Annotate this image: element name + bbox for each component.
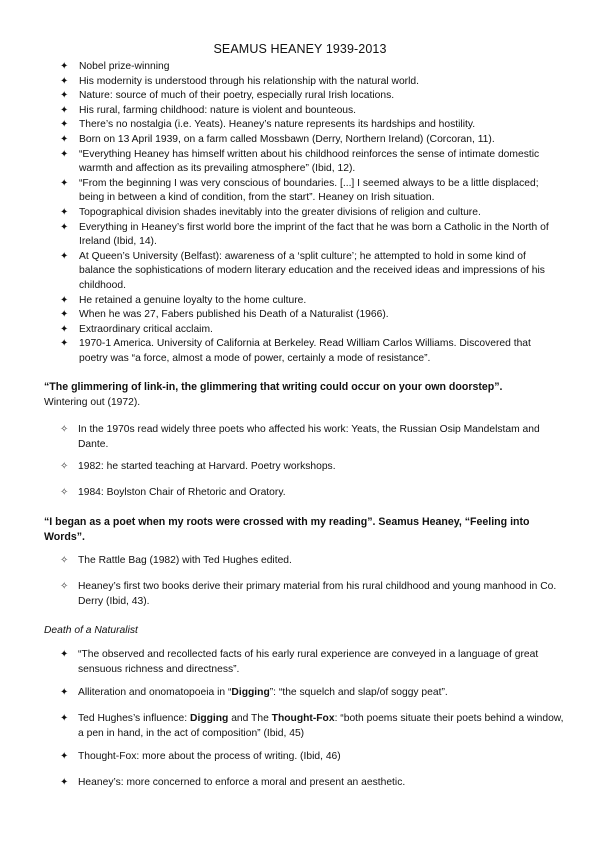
star-bullet-icon: ✦ xyxy=(60,75,69,87)
section-heading-death-of-a-naturalist: Death of a Naturalist xyxy=(44,625,138,636)
list-item: ✦ There’s no nostalgia (i.e. Yeats). Heaney’s nature represents its hardships and hostility. xyxy=(60,118,560,133)
list-item: ✦ Everything in Heaney’s first world bore the imprint of the fact that he was born a Catholic in the North of Ireland (Ibid, 14). xyxy=(60,221,549,248)
list-item: ✦ Nature: source of much of their poetry, especially rural Irish locations. xyxy=(60,89,560,104)
list-item: ✦ Heaney’s: more concerned to enforce a moral and present an aesthetic. xyxy=(60,776,565,791)
list-item: ✦ “From the beginning I was very conscious of boundaries. [...] I seemed always to be a little displaced; being in between a kind of condition, from the start”. Heaney on Irish situation. xyxy=(60,177,539,204)
list-item: ✦ His modernity is understood through his relationship with the natural world. xyxy=(60,75,560,90)
diamond-bullet-icon: ✧ xyxy=(60,424,69,435)
list-item: ✦ “The observed and recollected facts of his early rural experience are conveyed in a language of great sensuous richness and directness”. xyxy=(60,649,539,675)
intro-bullet-list xyxy=(60,60,560,366)
star-bullet-icon: ✦ xyxy=(60,221,69,233)
diamond-bullet-icon: ✧ xyxy=(60,487,69,498)
star-bullet-icon: ✦ xyxy=(60,104,69,116)
diamond-bullet-icon: ✧ xyxy=(60,555,69,566)
section-subline-wintering-out: Wintering out (1972). xyxy=(44,397,141,408)
star-bullet-icon: ✦ xyxy=(60,751,69,762)
list-item: ✦ At Queen’s University (Belfast): awareness of a ‘split culture’; he attempted to hold in some kind of balance the sophistications of modern literary education and the received ideas and impressions of his childhood. xyxy=(60,250,545,291)
star-bullet-icon: ✦ xyxy=(60,713,69,724)
diamond-bullet-icon: ✧ xyxy=(60,461,69,472)
list-item: ✦ Alliteration and onomatopoeia in “Digging”: “the squelch and slap/of soggy peat”. xyxy=(60,686,565,701)
list-item: ✦ Extraordinary critical acclaim. xyxy=(60,323,560,338)
list-item: ✦ Ted Hughes’s influence: Digging and The Thought-Fox: “both poems situate their poets behind a window, a pen in hand, in the act of composition” (Ibid, 45) xyxy=(60,713,564,739)
star-bullet-icon: ✦ xyxy=(60,133,69,145)
list-item: ✧ The Rattle Bag (1982) with Ted Hughes edited. xyxy=(60,554,565,569)
list-item: ✦ When he was 27, Fabers published his Death of a Naturalist (1966). xyxy=(60,308,560,323)
star-bullet-icon: ✦ xyxy=(60,294,69,306)
list-item: ✦ He retained a genuine loyalty to the home culture. xyxy=(60,294,560,309)
list-item: ✦ Nobel prize-winning xyxy=(60,60,560,75)
list-item: ✧ Heaney’s first two books derive their primary material from his rural childhood and young manhood in Co. Derry (Ibid, 43). xyxy=(60,581,557,607)
star-bullet-icon: ✦ xyxy=(60,777,69,788)
diamond-bullet-icon: ✧ xyxy=(60,581,69,592)
list-item: ✦ Thought-Fox: more about the process of writing. (Ibid, 46) xyxy=(60,750,565,765)
list-item: ✦ His rural, farming childhood: nature is violent and bounteous. xyxy=(60,104,560,119)
star-bullet-icon: ✦ xyxy=(60,177,69,189)
list-item: ✦ Topographical division shades inevitably into the greater divisions of religion and culture. xyxy=(60,206,560,221)
star-bullet-icon: ✦ xyxy=(60,61,69,72)
star-bullet-icon: ✦ xyxy=(60,323,69,335)
list-item: ✧ 1984: Boylston Chair of Rhetoric and Oratory. xyxy=(60,486,565,501)
star-bullet-icon: ✦ xyxy=(60,250,69,262)
star-bullet-icon: ✦ xyxy=(60,649,69,660)
star-bullet-icon: ✦ xyxy=(60,206,69,218)
star-bullet-icon: ✦ xyxy=(60,119,69,131)
list-item: ✦ “Everything Heaney has himself written about his childhood reinforces the sense of intimate domestic warmth and affection as its prevailing atmosphere” (Ibid, 12). xyxy=(60,148,540,175)
star-bullet-icon: ✦ xyxy=(60,338,69,350)
star-bullet-icon: ✦ xyxy=(60,90,69,102)
star-bullet-icon: ✦ xyxy=(60,148,69,160)
section-heading-glimmering: “The glimmering of link-in, the glimmering that writing could occur on your own doorstep”. xyxy=(44,381,503,393)
list-item: ✦ Born on 13 April 1939, on a farm called Mossbawn (Derry, Northern Ireland) (Corcoran, 11). xyxy=(60,133,560,148)
list-item: ✧ In the 1970s read widely three poets who affected his work: Yeats, the Russian Osip Mandelstam and Dante. xyxy=(60,424,540,450)
page-title: SEAMUS HEANEY 1939-2013 xyxy=(213,42,387,56)
list-item: ✦ 1970-1 America. University of California at Berkeley. Read William Carlos Williams. Discovered that poetry was “a force, almost a mode of power, certainly a mode of resistance”. xyxy=(60,338,531,364)
star-bullet-icon: ✦ xyxy=(60,309,69,321)
list-item: ✧ 1982: he started teaching at Harvard. Poetry workshops. xyxy=(60,460,565,475)
star-bullet-icon: ✦ xyxy=(60,687,69,698)
section-heading-roots: “I began as a poet when my roots were crossed with my reading”. Seamus Heaney, “Feeling into Words”. xyxy=(44,516,530,543)
